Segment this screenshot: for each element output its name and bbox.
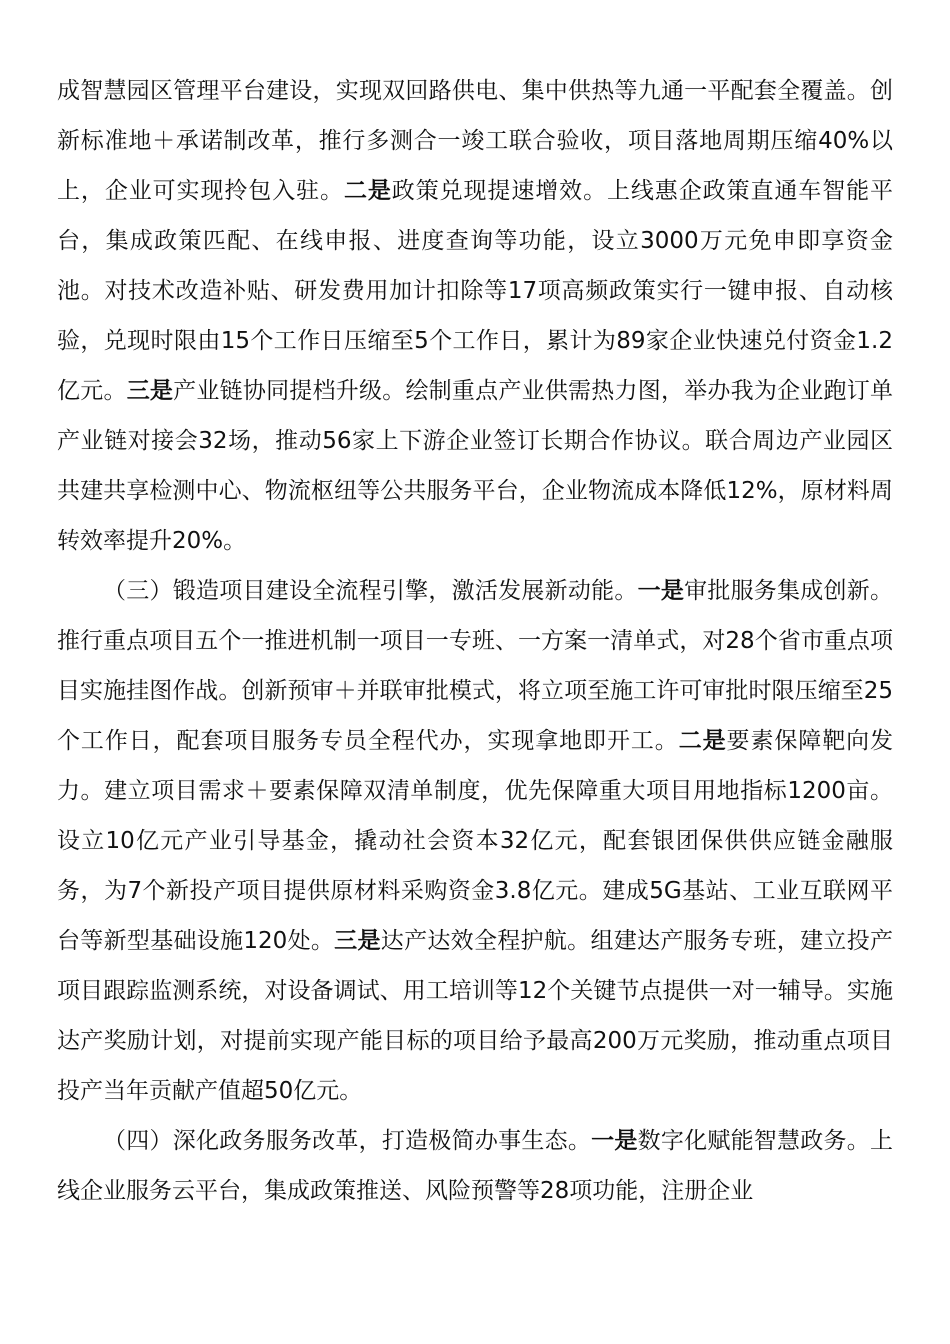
document-page	[57, 66, 893, 1216]
text-run: 成智慧园区管理平台建设，实现双回路供电、集中供热等九通一平配套全覆盖。创新标准地＋承诺制改革，推行多测合一竣工联合验收，项目落地周期压缩40%以上，企业可实现拎包入驻。	[57, 78, 893, 204]
text-run: 审批服务集成创新。推行重点项目五个一推进机制一项目一专班、一方案一清单式，对28个省市重点项目实施挂图作战。创新预审＋并联审批模式，将立项至施工许可审批时限压缩至25个工作日，配套项目服务专员全程代办，实现拿地即开工。	[57, 578, 894, 754]
text-run: 达产达效全程护航。组建达产服务专班，建立投产项目跟踪监测系统，对设备调试、用工培训等12个关键节点提供一对一辅导。实施达产奖励计划，对提前实现产能目标的项目给予最高200万元奖励，推动重点项目投产当年贡献产值超50亿元。	[57, 928, 893, 1104]
bold-run: 二是	[678, 728, 727, 754]
text-run: 要素保障靶向发力。建立项目需求＋要素保障双清单制度，优先保障重大项目用地指标1200亩。设立10亿元产业引导基金，撬动社会资本32亿元，配套银团保供供应链金融服务，为7个新投产项目提供原材料采购资金3.8亿元。建成5G基站、工业互联网平台等新型基础设施120处。	[57, 728, 894, 954]
bold-run: 一是	[637, 578, 685, 604]
paragraph-2	[57, 566, 893, 1116]
section-heading: （四）深化政务服务改革，打造极简办事生态。	[103, 1128, 592, 1154]
section-heading: （三）锻造项目建设全流程引擎，激活发展新动能。	[103, 578, 638, 604]
bold-run: 三是	[334, 928, 381, 954]
paragraph-3	[57, 1116, 893, 1216]
bold-run: 三是	[126, 378, 174, 404]
bold-run: 二是	[343, 178, 392, 204]
text-run: 政策兑现提速增效。上线惠企政策直通车智能平台，集成政策匹配、在线申报、进度查询等功能，设立3000万元免申即享资金池。对技术改造补贴、研发费用加计扣除等17项高频政策实行一键申报、自动核验，兑现时限由15个工作日压缩至5个工作日，累计为89家企业快速兑付资金1.2亿元。	[57, 178, 894, 404]
paragraph-1	[57, 66, 893, 566]
text-run: 数字化赋能智慧政务。上线企业服务云平台，集成政策推送、风险预警等28项功能，注册企业	[57, 1128, 894, 1204]
text-run: 产业链协同提档升级。绘制重点产业供需热力图，举办我为企业跑订单产业链对接会32场，推动56家上下游企业签订长期合作协议。联合周边产业园区共建共享检测中心、物流枢纽等公共服务平台，企业物流成本降低12%，原材料周转效率提升20%。	[57, 378, 894, 554]
bold-run: 一是	[591, 1128, 638, 1154]
